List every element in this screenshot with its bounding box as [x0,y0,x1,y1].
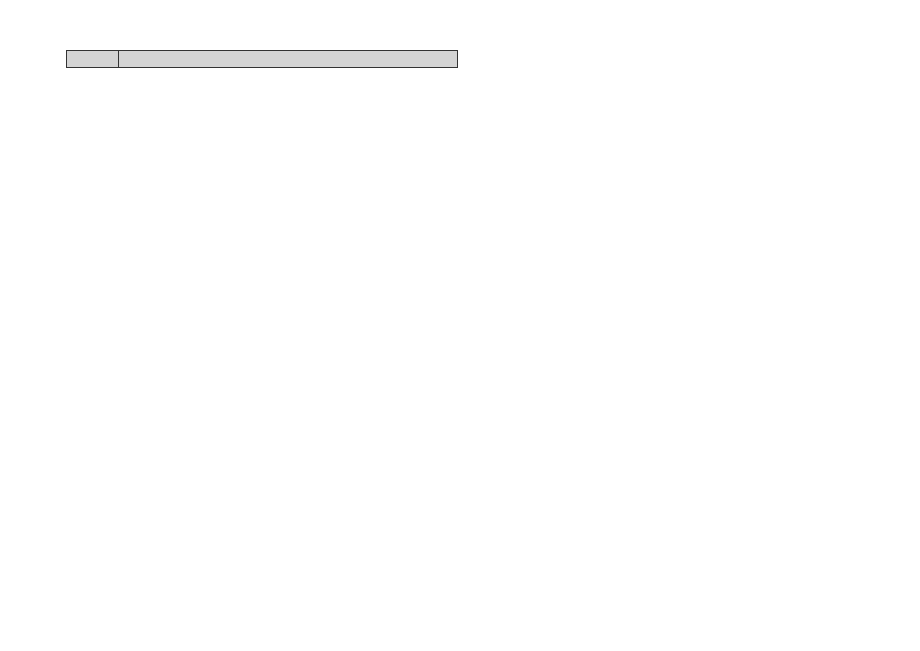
duty-table [66,50,458,68]
right-column [498,56,858,96]
duty-table-header [67,51,458,68]
header-duty [119,51,458,68]
duty-table-panel [66,50,458,68]
header-role [67,51,119,68]
